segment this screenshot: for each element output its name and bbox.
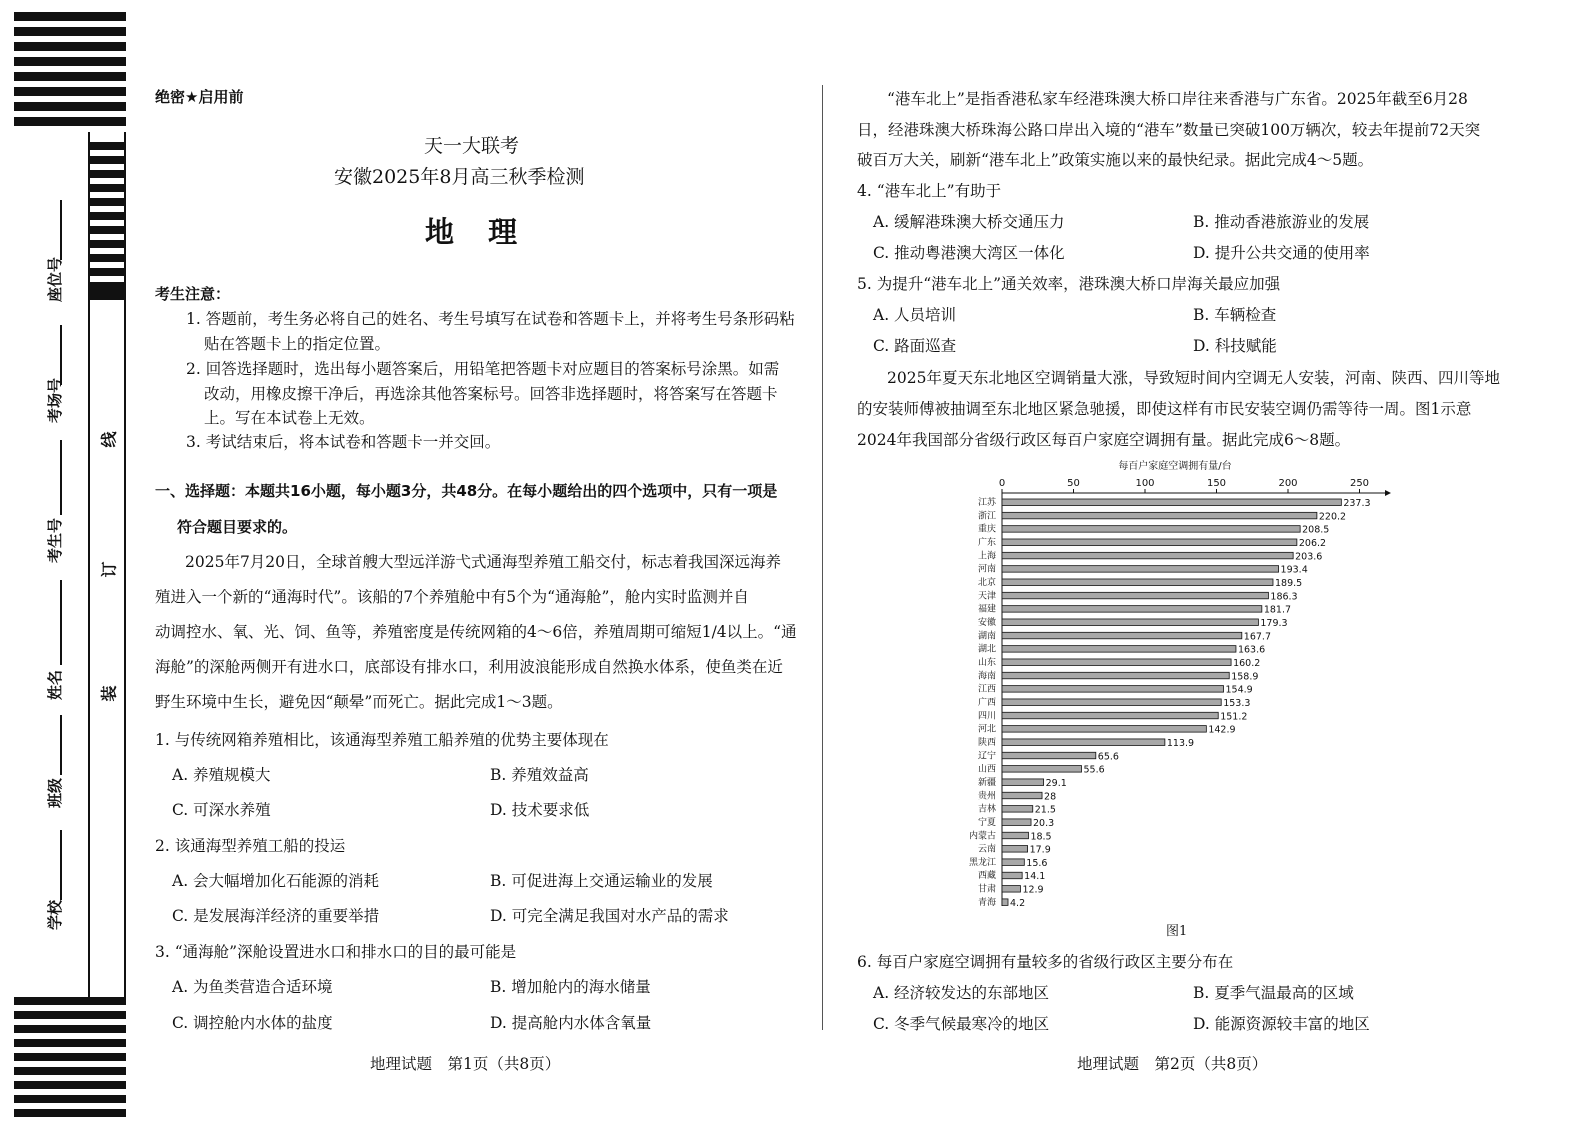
- strip-bar: [14, 1039, 126, 1047]
- chart-bar: [1002, 819, 1031, 826]
- chart-value-label: 29.1: [1045, 777, 1067, 789]
- strip-bar: [90, 156, 126, 164]
- strip-bar: [88, 132, 90, 1002]
- chart-category-label: 河北: [977, 724, 996, 735]
- strip-bar: [14, 997, 126, 1005]
- chart-bar: [1002, 832, 1028, 839]
- chart-category-label: 河南: [977, 564, 996, 575]
- chart-category-label: 内蒙古: [968, 831, 996, 842]
- strip-bar: [90, 254, 126, 262]
- chart-category-label: 吉林: [977, 804, 996, 815]
- chart-bar: [1002, 646, 1236, 653]
- q4-option-b[interactable]: B. 推动香港旅游业的发展: [1193, 213, 1370, 231]
- chart-bar: [1002, 552, 1293, 559]
- passage1-line-3: 动调控水、氧、光、饲、鱼等，养殖密度是传统网箱的4～6倍，养殖周期可缩短1/4以上。“通: [155, 623, 797, 641]
- chart-bar: [1002, 659, 1231, 666]
- exam-name: 安徽2025年8月高三秋季检测: [334, 166, 585, 188]
- chart-value-label: 153.3: [1223, 697, 1251, 709]
- q1-option-d[interactable]: D. 技术要求低: [490, 801, 590, 819]
- chart-bar: [1002, 592, 1268, 599]
- passage3-line-3: 2024年我国部分省级行政区每百户家庭空调拥有量。据此完成6～8题。: [857, 431, 1351, 449]
- chart-x-tick-label: 150: [1206, 478, 1227, 489]
- chart-category-label: 宁夏: [977, 817, 996, 828]
- chart-value-label: 179.3: [1260, 617, 1288, 629]
- strip-bar: [90, 268, 126, 276]
- chart-category-label: 黑龙江: [968, 857, 996, 868]
- chart-value-label: 167.7: [1243, 631, 1272, 643]
- chart-value-label: 163.6: [1237, 644, 1266, 656]
- q6-option-d[interactable]: D. 能源资源较丰富的地区: [1193, 1015, 1370, 1033]
- chart-category-label: 浙江: [977, 511, 996, 522]
- chart-x-tick-label: 100: [1135, 478, 1155, 489]
- chart-bar: [1002, 606, 1262, 613]
- seat-number-label: 座位号: [46, 256, 64, 302]
- notice-title: 考生注意：: [155, 285, 231, 303]
- passage1-line-5: 野生环境中生长，避免因“颠晕”而死亡。据此完成1～3题。: [155, 693, 563, 711]
- chart-bar: [1002, 886, 1020, 893]
- passage2-line-2: 日，经港珠澳大桥珠海公路口岸出入境的“港车”数量已突破100万辆次，较去年提前72天突: [857, 121, 1481, 139]
- question-2-stem: 2. 该通海型养殖工船的投运: [155, 837, 346, 855]
- chart-x-tick-label: 200: [1278, 478, 1298, 489]
- chart-value-label: 21.5: [1034, 804, 1056, 816]
- q4-option-d[interactable]: D. 提升公共交通的使用率: [1193, 244, 1370, 262]
- chart-bar: [1002, 779, 1044, 786]
- chart-value-label: 142.9: [1208, 724, 1236, 736]
- chart-bar: [1002, 579, 1273, 586]
- chart-bar: [1002, 672, 1229, 679]
- question-6-stem: 6. 每百户家庭空调拥有量较多的省级行政区主要分布在: [857, 953, 1234, 971]
- chart-bar: [1002, 539, 1297, 546]
- strip-bar: [90, 282, 126, 300]
- notice-line-3: 2. 回答选择题时，选出每小题答案后，用铅笔把答题卡对应题目的答案标号涂黑。如需: [186, 360, 780, 378]
- notice-line-5: 上。写在本试卷上无效。: [204, 409, 375, 427]
- question-4-stem: 4. “港车北上”有助于: [857, 182, 1002, 200]
- chart-bar: [1002, 846, 1028, 853]
- chart-category-label: 西藏: [977, 871, 996, 882]
- ac-ownership-bar-chart: [940, 456, 1410, 911]
- chart-value-label: 151.2: [1220, 711, 1248, 723]
- chart-value-label: 12.9: [1022, 884, 1044, 896]
- strip-bar: [14, 1109, 126, 1117]
- figure-caption: 图1: [1166, 924, 1188, 939]
- page-2-footer: 地理试题 第2页（共8页）: [1077, 1055, 1268, 1073]
- chart-bar: [1002, 792, 1042, 799]
- candidate-number-line: [60, 440, 62, 515]
- exam-org: 天一大联考: [424, 135, 520, 157]
- strip-bar: [124, 132, 126, 1002]
- chart-category-label: 江苏: [977, 498, 996, 508]
- question-1-stem: 1. 与传统网箱养殖相比，该通海型养殖工船养殖的优势主要体现在: [155, 731, 609, 749]
- subject-title: 地 理: [425, 215, 530, 249]
- q6-option-b[interactable]: B. 夏季气温最高的区域: [1193, 984, 1354, 1002]
- chart-category-label: 山西: [977, 764, 996, 775]
- strip-bar: [14, 1025, 126, 1033]
- strip-bar: [14, 72, 126, 81]
- q4-option-a[interactable]: A. 缓解港珠澳大桥交通压力: [873, 213, 1065, 231]
- q5-option-d[interactable]: D. 科技赋能: [1193, 337, 1277, 355]
- q5-option-a[interactable]: A. 人员培训: [873, 306, 957, 324]
- chart-value-label: 65.6: [1097, 751, 1119, 763]
- binding-char-order: 订: [99, 561, 119, 578]
- q6-option-c[interactable]: C. 冬季气候最寒冷的地区: [873, 1015, 1050, 1033]
- page-1-footer: 地理试题 第1页（共8页）: [370, 1055, 561, 1073]
- name-line: [60, 580, 62, 665]
- passage2-line-3: 破百万大关，刷新“港车北上”政策实施以来的最快纪录。据此完成4～5题。: [857, 151, 1374, 169]
- chart-bar: [1002, 512, 1317, 519]
- q3-option-a[interactable]: A. 为鱼类营造合适环境: [172, 978, 333, 996]
- strip-bar: [90, 184, 126, 192]
- chart-category-label: 北京: [977, 577, 996, 588]
- section-title-cont: 符合题目要求的。: [177, 518, 298, 536]
- chart-category-label: 天津: [977, 591, 996, 602]
- passage3-line-1: 2025年夏天东北地区空调销量大涨，导致短时间内空调无人安装，河南、陕西、四川等地: [887, 369, 1500, 387]
- chart-category-label: 贵州: [977, 791, 996, 802]
- chart-value-label: 193.4: [1280, 564, 1308, 576]
- notice-line-4: 改动，用橡皮擦干净后，再选涂其他答案标号。回答非选择题时，将答案写在答题卡: [204, 385, 778, 403]
- chart-bar: [1002, 499, 1341, 506]
- passage1-line-2: 殖进入一个新的“通海时代”。该船的7个养殖舱中有5个为“通海舱”，舱内实时监测并自: [155, 588, 749, 606]
- chart-bar: [1002, 859, 1024, 866]
- chart-bar: [1002, 526, 1300, 533]
- chart-bar: [1002, 619, 1258, 626]
- chart-value-label: 55.6: [1083, 764, 1105, 776]
- chart-bar: [1002, 699, 1221, 706]
- chart-category-label: 广西: [977, 697, 996, 708]
- chart-category-label: 云南: [977, 844, 996, 855]
- strip-bar: [14, 1011, 126, 1019]
- chart-x-tick-label: 50: [1067, 478, 1080, 489]
- chart-value-label: 220.2: [1318, 511, 1347, 523]
- school-label: 学校: [46, 899, 64, 930]
- strip-bar: [14, 102, 126, 111]
- seat-number-line: [60, 200, 62, 260]
- q5-option-c[interactable]: C. 路面巡查: [873, 337, 957, 355]
- chart-x-tick-label: 0: [998, 478, 1006, 489]
- chart-x-tick-label: 250: [1349, 478, 1370, 489]
- room-number-label: 考场号: [46, 377, 64, 423]
- strip-bar: [14, 12, 126, 21]
- strip-bar: [14, 1067, 126, 1075]
- chart-value-label: 15.6: [1026, 857, 1048, 869]
- chart-value-label: 203.6: [1295, 551, 1323, 563]
- binding-char-line: 线: [99, 431, 119, 448]
- chart-value-label: 181.7: [1263, 604, 1292, 616]
- chart-bar: [1002, 686, 1224, 693]
- chart-category-label: 湖南: [977, 631, 996, 642]
- chart-bar: [1002, 806, 1033, 813]
- chart-value-label: 206.2: [1298, 537, 1327, 549]
- question-5-stem: 5. 为提升“港车北上”通关效率，港珠澳大桥口岸海关最应加强: [857, 275, 1281, 293]
- class-label: 班级: [46, 777, 64, 808]
- column-divider: [822, 85, 823, 1030]
- chart-category-label: 新疆: [977, 777, 996, 788]
- q2-option-d[interactable]: D. 可完全满足我国对水产品的需求: [490, 907, 729, 925]
- q1-option-b[interactable]: B. 养殖效益高: [490, 766, 589, 784]
- notice-line-1: 1. 答题前，考生务必将自己的姓名、考生号填写在试卷和答题卡上，并将考生号条形码粘: [186, 310, 795, 328]
- confidential-mark: 绝密★启用前: [155, 88, 244, 106]
- chart-value-label: 18.5: [1030, 831, 1052, 843]
- chart-bar: [1002, 766, 1082, 773]
- chart-value-label: 4.2: [1010, 897, 1026, 909]
- chart-bar: [1002, 739, 1165, 746]
- q1-option-a[interactable]: A. 养殖规模大: [172, 766, 271, 784]
- strip-bar: [90, 212, 126, 220]
- chart-bar: [1002, 872, 1022, 879]
- passage1-line-4: 海舱”的深舱两侧开有进水口，底部设有排水口，利用波浪能形成自然换水体系，使鱼类在近: [155, 658, 783, 676]
- strip-bar: [14, 27, 126, 36]
- chart-x-axis-label: 每百户家庭空调拥有量/台: [1118, 461, 1232, 472]
- strip-bar: [14, 1081, 126, 1089]
- notice-line-6: 3. 考试结束后，将本试卷和答题卡一并交回。: [186, 433, 501, 451]
- strip-bar: [14, 1053, 126, 1061]
- q2-option-a[interactable]: A. 会大幅增加化石能源的消耗: [172, 872, 380, 890]
- chart-bar: [1002, 712, 1218, 719]
- name-label: 姓名: [46, 669, 64, 700]
- q1-option-c[interactable]: C. 可深水养殖: [172, 801, 271, 819]
- chart-category-label: 甘肃: [977, 884, 996, 895]
- chart-category-label: 山东: [977, 657, 996, 668]
- chart-bar: [1002, 632, 1242, 639]
- chart-category-label: 安徽: [977, 617, 996, 628]
- chart-category-label: 陕西: [977, 737, 996, 748]
- q5-option-b[interactable]: B. 车辆检查: [1193, 306, 1277, 324]
- question-3-stem: 3. “通海舱”深舱设置进水口和排水口的目的最可能是: [155, 943, 517, 961]
- strip-bar: [14, 87, 126, 96]
- room-number-line: [60, 325, 62, 385]
- chart-bar: [1002, 752, 1096, 759]
- chart-bar: [1002, 726, 1206, 733]
- chart-value-label: 154.9: [1225, 684, 1253, 696]
- chart-value-label: 14.1: [1024, 871, 1046, 883]
- chart-category-label: 辽宁: [977, 751, 996, 762]
- passage2-line-1: “港车北上”是指香港私家车经港珠澳大桥口岸往来香港与广东省。2025年截至6月28: [887, 90, 1468, 108]
- class-line: [60, 715, 62, 775]
- q3-option-d[interactable]: D. 提高舱内水体含氧量: [490, 1014, 652, 1032]
- binding-char-install: 装: [99, 685, 119, 702]
- chart-value-label: 237.3: [1343, 498, 1371, 509]
- section-title: 一、选择题：本题共16小题，每小题3分，共48分。在每小题给出的四个选项中，只有一项是: [155, 482, 778, 500]
- strip-bar: [14, 57, 126, 66]
- passage3-line-2: 的安装师傅被抽调至东北地区紧急驰援，即使这样有市民安装空调仍需等待一周。图1示意: [857, 400, 1472, 418]
- chart-category-label: 江西: [977, 684, 996, 695]
- chart-value-label: 189.5: [1274, 577, 1303, 589]
- chart-axis-arrow: [1385, 490, 1391, 496]
- strip-bar: [90, 226, 126, 234]
- strip-bar: [14, 1095, 126, 1103]
- chart-value-label: 28: [1044, 791, 1057, 803]
- chart-bar: [1002, 566, 1279, 573]
- chart-value-label: 158.9: [1231, 671, 1259, 683]
- chart-value-label: 113.9: [1166, 737, 1195, 749]
- chart-bar: [1002, 899, 1008, 906]
- chart-category-label: 上海: [977, 551, 996, 562]
- chart-value-label: 17.9: [1029, 844, 1051, 856]
- q3-option-c[interactable]: C. 调控舱内水体的盐度: [172, 1014, 333, 1032]
- q6-option-a[interactable]: A. 经济较发达的东部地区: [873, 984, 1050, 1002]
- chart-value-label: 186.3: [1270, 591, 1298, 603]
- chart-category-label: 海南: [977, 671, 996, 682]
- chart-value-label: 160.2: [1233, 657, 1261, 669]
- chart-category-label: 四川: [977, 711, 996, 722]
- q3-option-b[interactable]: B. 增加舱内的海水储量: [490, 978, 651, 996]
- chart-category-label: 青海: [977, 897, 996, 908]
- strip-bar: [90, 240, 126, 248]
- strip-bar: [90, 142, 126, 150]
- candidate-number-label: 考生号: [46, 517, 64, 563]
- strip-bar: [90, 198, 126, 206]
- chart-category-label: 重庆: [977, 524, 996, 535]
- chart-value-label: 20.3: [1033, 817, 1055, 829]
- strip-bar: [14, 42, 126, 51]
- q2-option-c[interactable]: C. 是发展海洋经济的重要举措: [172, 907, 380, 925]
- school-line: [60, 830, 62, 900]
- q2-option-b[interactable]: B. 可促进海上交通运输业的发展: [490, 872, 713, 890]
- chart-category-label: 广东: [977, 537, 996, 548]
- strip-bar: [14, 117, 126, 126]
- q4-option-c[interactable]: C. 推动粤港澳大湾区一体化: [873, 244, 1065, 262]
- notice-line-2: 贴在答题卡上的指定位置。: [204, 335, 391, 353]
- chart-category-label: 福建: [977, 604, 996, 615]
- chart-value-label: 208.5: [1302, 524, 1330, 536]
- chart-category-label: 湖北: [977, 644, 996, 655]
- strip-bar: [90, 170, 126, 178]
- passage1-line-1: 2025年7月20日，全球首艘大型远洋游弋式通海型养殖工船交付，标志着我国深远海养: [185, 553, 782, 571]
